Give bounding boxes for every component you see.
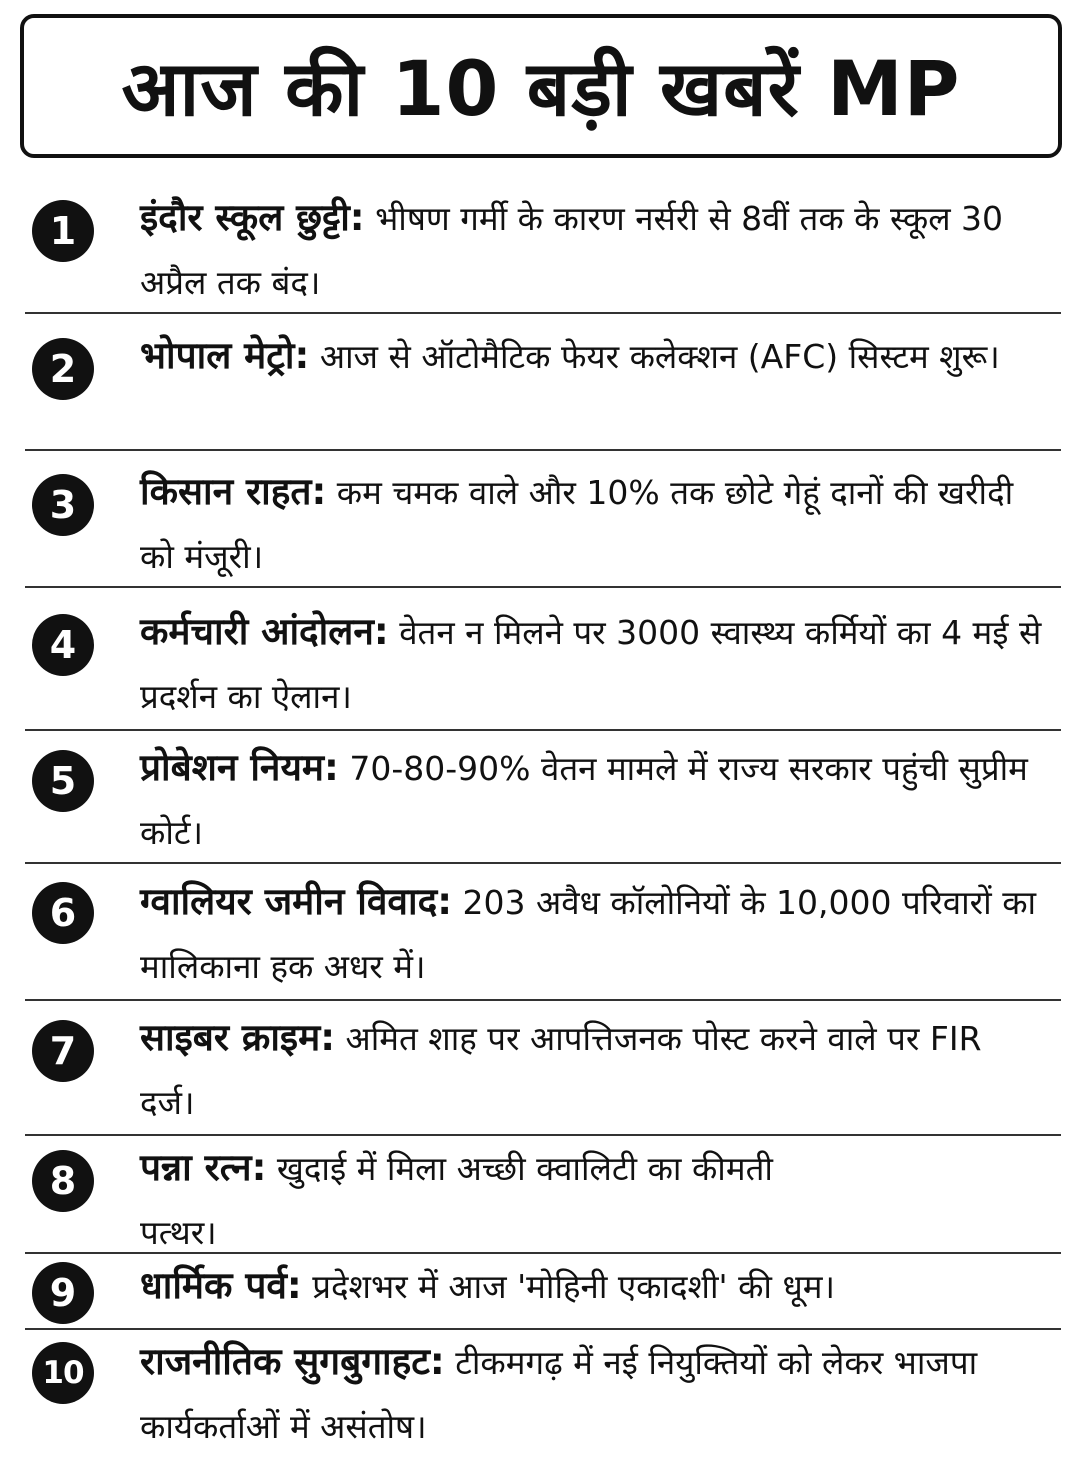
news-item-body <box>140 1330 1045 1459</box>
number-badge: 3 <box>32 474 94 536</box>
news-item-body <box>140 460 1045 589</box>
news-item-heading: राजनीतिक सुगबुगाहट: <box>140 1340 445 1383</box>
number-badge: 5 <box>32 750 94 812</box>
news-item-body <box>140 870 1045 999</box>
news-item-body <box>140 324 1045 389</box>
news-item-body <box>140 1136 840 1265</box>
number-badge: 8 <box>32 1150 94 1212</box>
news-item-heading: साइबर क्राइम: <box>140 1016 335 1059</box>
news-item-text: 203 अवैध कॉलोनियों के 10,000 परिवारों का मालिकाना हक अधर में। <box>140 883 1037 986</box>
number-badge: 9 <box>32 1262 94 1324</box>
news-item-text: खुदाई में मिला अच्छी क्वालिटी का कीमती पत्थर। <box>140 1149 773 1252</box>
news-item-text: भीषण गर्मी के कारण नर्सरी से 8वीं तक के स्कूल 30 अप्रैल तक बंद। <box>140 199 1004 302</box>
news-item-body <box>140 1254 1060 1319</box>
divider <box>25 999 1061 1001</box>
news-item-heading: धार्मिक पर्व: <box>140 1264 302 1307</box>
number-badge: 4 <box>32 614 94 676</box>
divider <box>25 449 1061 451</box>
news-item-text: 70-80-90% वेतन मामले में राज्य सरकार पहुंची सुप्रीम कोर्ट। <box>140 749 1028 852</box>
news-item-text: प्रदेशभर में आज 'मोहिनी एकादशी' की धूम। <box>312 1267 835 1306</box>
news-item-text: अमित शाह पर आपत्तिजनक पोस्ट करने वाले पर FIR दर्ज। <box>140 1019 982 1122</box>
news-item-heading: पन्ना रत्न: <box>140 1146 267 1189</box>
news-item-body <box>140 1006 1045 1135</box>
divider <box>25 862 1061 864</box>
news-item-text: टीकमगढ़ में नई नियुक्तियों को लेकर भाजपा कार्यकर्ताओं में असंतोष। <box>140 1343 978 1446</box>
divider <box>25 729 1061 731</box>
number-badge: 2 <box>32 338 94 400</box>
number-badge: 10 <box>32 1342 94 1404</box>
news-item-text: आज से ऑटोमैटिक फेयर कलेक्शन (AFC) सिस्टम शुरू। <box>319 337 1000 376</box>
news-item-heading: भोपाल मेट्रो: <box>140 334 310 377</box>
news-item-body <box>140 736 1045 865</box>
page-title: आज की 10 बड़ी खबरें MP <box>121 43 961 133</box>
number-badge: 6 <box>32 882 94 944</box>
number-badge: 1 <box>32 200 94 262</box>
number-badge: 7 <box>32 1020 94 1082</box>
news-item-text: वेतन न मिलने पर 3000 स्वास्थ्य कर्मियों का 4 मई से प्रदर्शन का ऐलान। <box>140 613 1042 716</box>
news-item-heading: किसान राहत: <box>140 470 327 513</box>
news-item-text: कम चमक वाले और 10% तक छोटे गेहूं दानों की खरीदी को मंजूरी। <box>140 473 1014 576</box>
news-item-body <box>140 186 1045 315</box>
divider <box>25 586 1061 588</box>
news-item-heading: इंदौर स्कूल छुट्टी: <box>140 196 365 239</box>
news-item-body <box>140 600 1045 729</box>
news-item-heading: कर्मचारी आंदोलन: <box>140 610 389 653</box>
divider <box>25 312 1061 314</box>
news-item-heading: प्रोबेशन नियम: <box>140 746 339 789</box>
title-banner <box>20 14 1062 158</box>
news-item-heading: ग्वालियर जमीन विवाद: <box>140 880 453 923</box>
